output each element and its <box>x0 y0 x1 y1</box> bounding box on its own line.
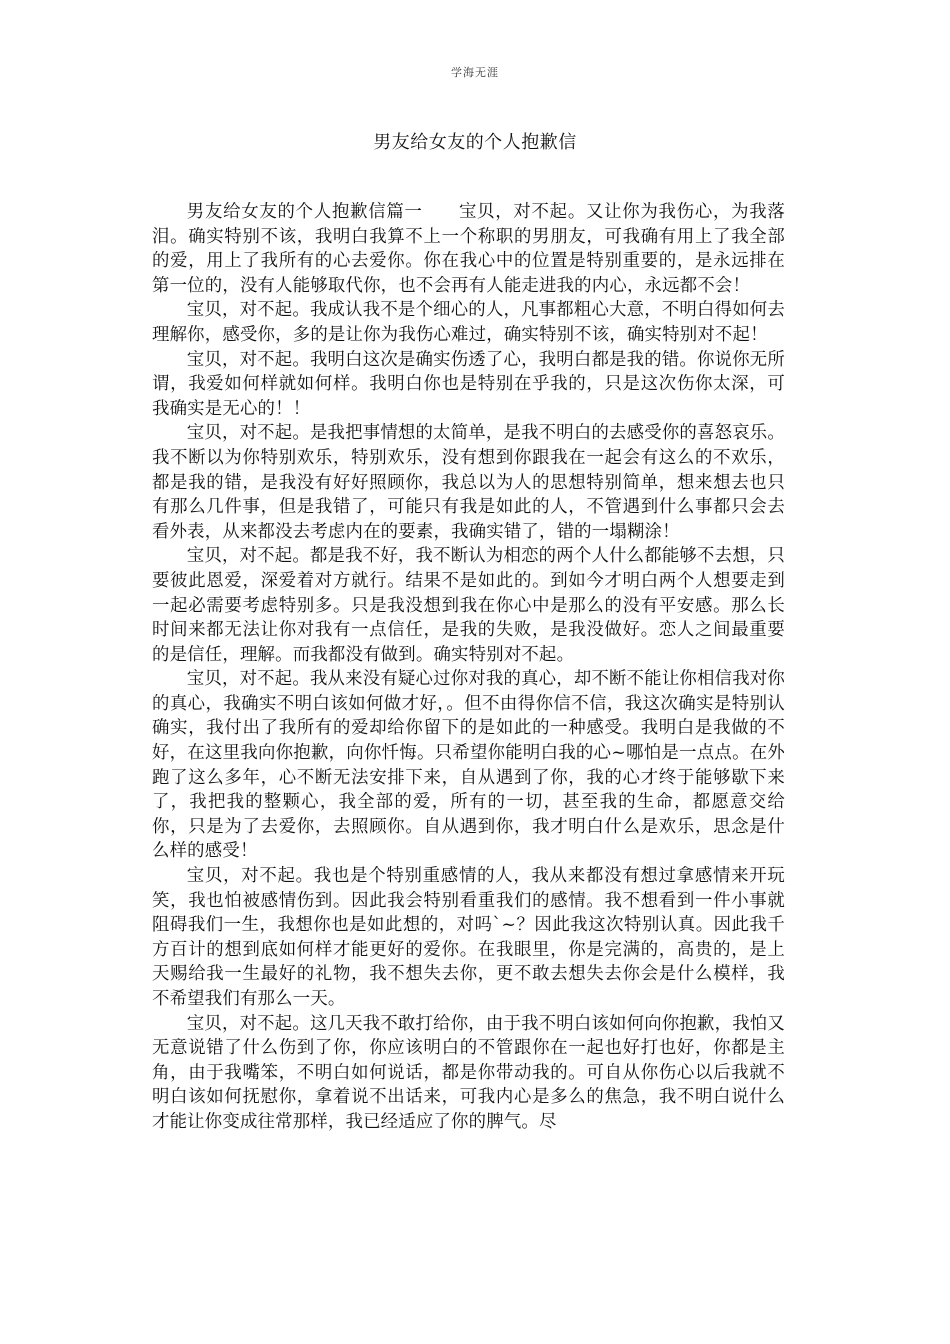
paragraph: 男友给女友的个人抱歉信篇一 宝贝，对不起。又让你为我伤心，为我落泪。确实特别不该，我明白我算不上一个称职的男朋友，可我确有用上了我全部的爱，用上了我所有的心去爱你。你在我心中的位置是特别重要的，是永远排在第一位的，没有人能够取代你，也不会再有人能走进我的内心，永远都不会！ <box>152 202 785 296</box>
paragraph: 宝贝，对不起。这几天我不敢打给你，由于我不明白该如何向你抱歉，我怕又无意说错了什么伤到了你，你应该明白的不管跟你在一起也好打也好，你都是主角，由于我嘴笨，不明白如何说话，都是你带动我的。可自从你伤心以后我就不明白该如何抚慰你，拿着说不出话来，可我内心是多么的焦急，我不明白说什么才能让你变成往常那样，我已经适应了你的脾气。尽 <box>152 1013 785 1132</box>
paragraph: 宝贝，对不起。我明白这次是确实伤透了心，我明白都是我的错。你说你无所谓，我爱如何样就如何样。我明白你也是特别在乎我的，只是这次伤你太深，可我确实是无心的！！ <box>152 349 785 419</box>
paragraph: 宝贝，对不起。是我把事情想的太简单，是我不明白的去感受你的喜怒哀乐。我不断以为你特别欢乐，特别欢乐，没有想到你跟我在一起会有这么的不欢乐，都是我的错，是我没有好好照顾你，我总以为人的思想特别简单，想来想去也只有那么几件事，但是我错了，可能只有我是如此的人，不管遇到什么事都只会去看外表，从来都没去考虑内在的要素，我确实错了，错的一塌糊涂！ <box>152 423 785 542</box>
paragraph: 宝贝，对不起。我也是个特别重感情的人，我从来都没有想过拿感情来开玩笑，我也怕被感情伤到。因此我会特别看重我们的感情。我不想看到一件小事就阻碍我们一生，我想你也是如此想的，对吗`~？因此我这次特别认真。因此我千方百计的想到底如何样才能更好的爱你。在我眼里，你是完满的，高贵的，是上天赐给我一生最好的礼物，我不想失去你，更不敢去想失去你会是什么模样，我不希望我们有那么一天。 <box>152 866 785 1009</box>
document-title: 男友给女友的个人抱歉信 <box>373 132 577 153</box>
paragraph: 宝贝，对不起。我成认我不是个细心的人，凡事都粗心大意，不明白得如何去理解你，感受你，多的是让你为我伤心难过，确实特别不该，确实特别对不起！ <box>152 300 785 345</box>
document-body <box>152 200 785 1325</box>
paragraph: 宝贝，对不起。都是我不好，我不断认为相恋的两个人什么都能够不去想，只要彼此恩爱，深爱着对方就行。结果不是如此的。到如今才明白两个人想要走到一起必需要考虑特别多。只是我没想到我在你心中是那么的没有平安感。那么长时间来都无法让你对我有一点信任，是我的失败，是我没做好。恋人之间最重要的是信任，理解。而我都没有做到。确实特别对不起。 <box>152 546 785 665</box>
page-header: 学海无涯 <box>451 66 499 79</box>
paragraph: 宝贝，对不起。我从来没有疑心过你对我的真心，却不断不能让你相信我对你的真心，我确实不明白该如何做才好，。但不由得你信不信，我这次确实是特别认确实，我付出了我所有的爱却给你留下的是如此的一种感受。我明白是我做的不好，在这里我向你抱歉，向你忏悔。只希望你能明白我的心~哪怕是一点点。在外跑了这么多年，心不断无法安排下来，自从遇到了你，我的心才终于能够歇下来了，我把我的整颗心，我全部的爱，所有的一切，甚至我的生命，都愿意交给你，只是为了去爱你，去照顾你。自从遇到你，我才明白什么是欢乐，思念是什么样的感受！ <box>152 669 785 862</box>
